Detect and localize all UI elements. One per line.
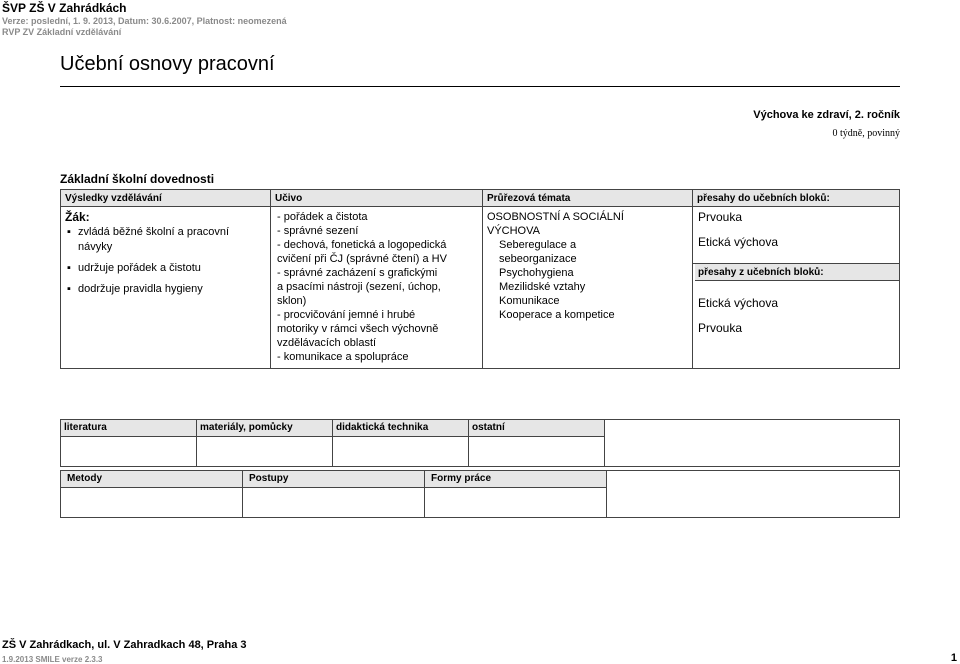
resources-table — [60, 419, 900, 467]
theme-subtopic: Mezilidské vztahy — [499, 281, 586, 293]
curriculum-table — [60, 189, 900, 369]
relation-to-item: Etická výchova — [698, 235, 779, 249]
bullet-icon: ▪ — [67, 283, 71, 295]
theme-subtopic: Seberegulace a — [499, 239, 577, 251]
table-cell — [425, 471, 607, 517]
result-text: dodržuje pravidla hygieny — [78, 283, 203, 295]
relations-from-cell — [698, 296, 893, 346]
theme-title: VÝCHOVA — [487, 225, 540, 237]
col-header-results: Výsledky vzdělávání — [61, 190, 271, 207]
result-text: zvládá běžné školní a pracovní návyky — [78, 226, 230, 253]
resources-header-materials: materiály, pomůcky — [197, 420, 332, 437]
methods-header-procedures: Postupy — [243, 471, 424, 488]
curriculum-line: - pořádek a čistota — [277, 211, 368, 223]
methods-table — [60, 470, 900, 518]
theme-subtopic: Komunikace — [499, 295, 560, 307]
col-header-themes: Průřezová témata — [483, 190, 693, 207]
col-header-curriculum: Učivo — [271, 190, 483, 207]
column-divider — [692, 190, 693, 368]
bullet-icon: ▪ — [67, 226, 71, 238]
list-item — [65, 261, 265, 276]
col-header-relations-from: přesahy z učebních bloků: — [695, 264, 899, 281]
theme-title: OSOBNOSTNÍ A SOCIÁLNÍ — [487, 211, 624, 223]
result-text: udržuje pořádek a čistotu — [78, 262, 201, 274]
curriculum-line: sklon) — [277, 295, 307, 307]
theme-subtopic: Psychohygiena — [499, 267, 574, 279]
list-item — [65, 282, 265, 297]
table-cell — [61, 420, 197, 466]
section-title: Základní školní dovednosti — [60, 172, 215, 186]
curriculum-line: cvičení při ČJ (správné čtení) a HV — [277, 253, 447, 265]
program-line: RVP ZV Základní vzdělávání — [2, 27, 122, 37]
footer-address: ZŠ V Zahrádkach, ul. V Zahradkach 48, Praha 3 — [2, 639, 247, 651]
subject-grade: Výchova ke zdraví, 2. ročník — [753, 109, 900, 121]
table-cell — [197, 420, 333, 466]
theme-subtopic: Kooperace a kompetice — [499, 309, 615, 321]
relation-from-item: Etická výchova — [698, 296, 779, 310]
relations-to-cell — [698, 210, 893, 260]
curriculum-cell — [277, 210, 477, 364]
results-cell — [65, 210, 265, 303]
curriculum-line: - procvičování jemné i hrubé — [277, 309, 416, 321]
version-line: Verze: poslední, 1. 9. 2013, Datum: 30.6.2007, Platnost: neomezená — [2, 16, 287, 26]
table-cell — [243, 471, 425, 517]
relation-from-item: Prvouka — [698, 321, 743, 335]
school-program-title: ŠVP ZŠ V Zahrádkách — [2, 1, 127, 15]
column-divider — [270, 190, 271, 368]
theme-subtopic: sebeorganizace — [499, 253, 577, 265]
table-cell — [61, 471, 243, 517]
curriculum-line: - dechová, fonetická a logopedická — [277, 239, 447, 251]
curriculum-line: - správné sezení — [277, 225, 359, 237]
student-label: Žák: — [65, 210, 90, 224]
curriculum-line: a psacími nástroji (sezení, úchop, — [277, 281, 441, 293]
curriculum-line: vzdělávacích oblastí — [277, 337, 377, 349]
table-cell — [469, 420, 605, 466]
page-title: Učební osnovy pracovní — [60, 53, 275, 75]
resources-header-literature: literatura — [61, 420, 196, 437]
weekly-hours: 0 týdně, povinný — [832, 128, 900, 139]
curriculum-line: - správné zacházení s grafickými — [277, 267, 438, 279]
list-item — [65, 225, 265, 255]
themes-cell — [487, 210, 687, 322]
bullet-icon: ▪ — [67, 262, 71, 274]
methods-header-methods: Metody — [61, 471, 242, 488]
column-divider — [482, 190, 483, 368]
methods-header-forms: Formy práce — [425, 471, 606, 488]
curriculum-line: motoriky v rámci všech výchovně — [277, 323, 439, 335]
curriculum-line: - komunikace a spolupráce — [277, 351, 409, 363]
relation-to-item: Prvouka — [698, 210, 743, 224]
resources-header-technology: didaktická technika — [333, 420, 468, 437]
col-header-relations-to: přesahy do učebních bloků: — [693, 190, 899, 207]
resources-header-other: ostatní — [469, 420, 604, 437]
table-cell — [333, 420, 469, 466]
page-number: 1 — [950, 652, 957, 664]
results-list — [65, 225, 265, 297]
footer-software-version: 1.9.2013 SMILE verze 2.3.3 — [2, 655, 103, 664]
title-divider — [60, 86, 900, 87]
